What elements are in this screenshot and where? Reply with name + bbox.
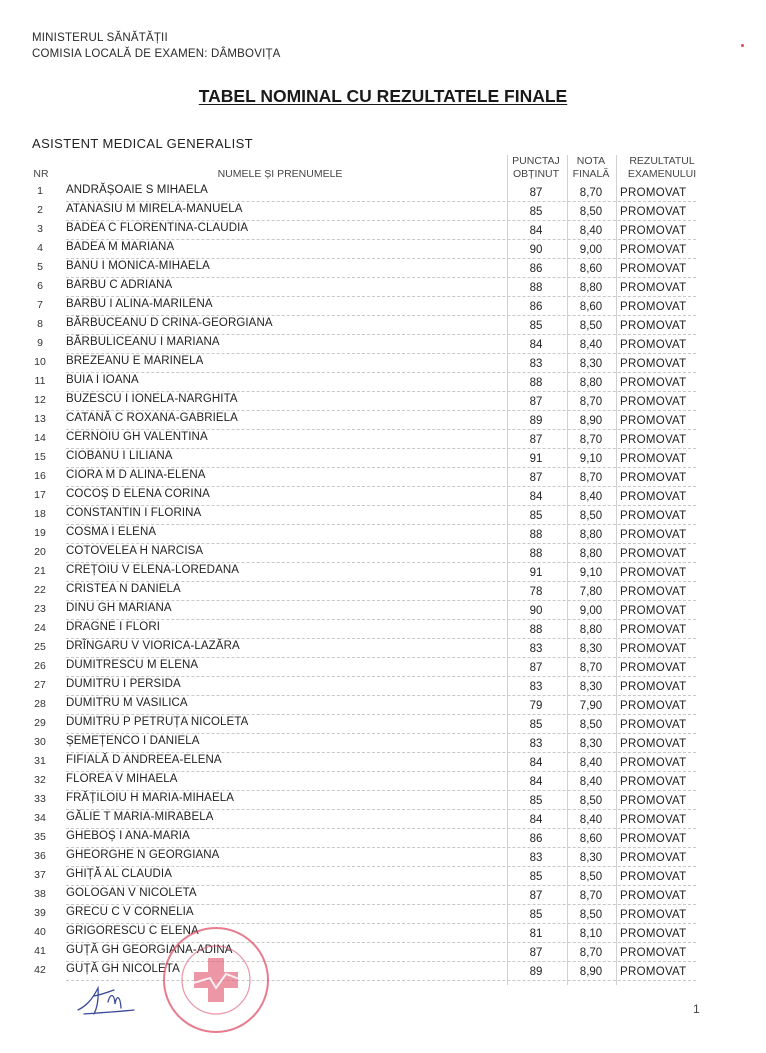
points-value: 91 bbox=[529, 453, 543, 465]
result-value: PROMOVAT bbox=[620, 187, 687, 199]
row-number: 30 bbox=[34, 736, 46, 748]
grade-value: 8,10 bbox=[579, 928, 603, 940]
result-value: PROMOVAT bbox=[620, 757, 687, 769]
grade-value: 8,90 bbox=[579, 415, 603, 427]
row-number: 16 bbox=[34, 470, 46, 482]
candidate-name: DRÎNGARU V VIORICA-LAZĂRA bbox=[66, 640, 240, 652]
header-block bbox=[32, 30, 281, 62]
row-number: 8 bbox=[37, 318, 43, 330]
grade-value: 8,40 bbox=[579, 491, 603, 503]
grade-value: 9,00 bbox=[579, 244, 603, 256]
table-row bbox=[0, 259, 766, 278]
points-value: 83 bbox=[529, 852, 543, 864]
candidate-name: GOLOGAN V NICOLETA bbox=[66, 887, 197, 899]
table-row bbox=[0, 183, 766, 202]
result-value: PROMOVAT bbox=[620, 434, 687, 446]
result-value: PROMOVAT bbox=[620, 453, 687, 465]
result-value: PROMOVAT bbox=[620, 415, 687, 427]
grade-value: 8,80 bbox=[579, 282, 603, 294]
points-value: 87 bbox=[529, 434, 543, 446]
row-number: 10 bbox=[34, 356, 46, 368]
candidate-name: ATANASIU M MIRELA-MANUELA bbox=[66, 203, 243, 215]
points-value: 83 bbox=[529, 643, 543, 655]
table-row bbox=[0, 772, 766, 791]
points-value: 83 bbox=[529, 358, 543, 370]
table-row bbox=[0, 905, 766, 924]
candidate-name: GUȚĂ GH NICOLETA bbox=[66, 963, 180, 975]
table-row bbox=[0, 316, 766, 335]
result-value: PROMOVAT bbox=[620, 491, 687, 503]
grade-value: 9,10 bbox=[579, 567, 603, 579]
col-header-result-line2: EXAMENULUI bbox=[627, 168, 697, 180]
points-value: 90 bbox=[529, 605, 543, 617]
table-row bbox=[0, 354, 766, 373]
grade-value: 8,30 bbox=[579, 738, 603, 750]
row-number: 23 bbox=[34, 603, 46, 615]
row-number: 32 bbox=[34, 774, 46, 786]
grade-value: 8,70 bbox=[579, 187, 603, 199]
result-value: PROMOVAT bbox=[620, 681, 687, 693]
result-value: PROMOVAT bbox=[620, 795, 687, 807]
row-number: 35 bbox=[34, 831, 46, 843]
row-number: 36 bbox=[34, 850, 46, 862]
row-number: 11 bbox=[34, 375, 46, 387]
table-row bbox=[0, 658, 766, 677]
points-value: 85 bbox=[529, 909, 543, 921]
grade-value: 8,80 bbox=[579, 529, 603, 541]
candidate-name: BANU I MONICA-MIHAELA bbox=[66, 260, 210, 272]
row-number: 37 bbox=[34, 869, 46, 881]
grade-value: 8,50 bbox=[579, 320, 603, 332]
col-header-nr: NR bbox=[33, 168, 49, 180]
candidate-name: GHEORGHE N GEORGIANA bbox=[66, 849, 220, 861]
table-row bbox=[0, 392, 766, 411]
candidate-name: DRAGNE I FLORI bbox=[66, 621, 161, 633]
grade-value: 8,70 bbox=[579, 947, 603, 959]
result-value: PROMOVAT bbox=[620, 662, 687, 674]
results-table bbox=[0, 183, 766, 981]
table-row bbox=[0, 886, 766, 905]
row-number: 14 bbox=[34, 432, 46, 444]
table-row bbox=[0, 297, 766, 316]
table-row bbox=[0, 468, 766, 487]
signature-icon bbox=[74, 980, 146, 1020]
candidate-name: COTOVELEA H NARCISA bbox=[66, 545, 204, 557]
row-number: 7 bbox=[37, 299, 43, 311]
result-value: PROMOVAT bbox=[620, 472, 687, 484]
result-value: PROMOVAT bbox=[620, 814, 687, 826]
ink-mark bbox=[741, 44, 744, 47]
candidate-name: BARBU C ADRIANA bbox=[66, 279, 173, 291]
grade-value: 8,70 bbox=[579, 662, 603, 674]
points-value: 87 bbox=[529, 890, 543, 902]
candidate-name: BĂRBULICEANU I MARIANA bbox=[66, 336, 220, 348]
points-value: 88 bbox=[529, 624, 543, 636]
grade-value: 8,40 bbox=[579, 814, 603, 826]
candidate-name: DUMITRESCU M ELENA bbox=[66, 659, 199, 671]
result-value: PROMOVAT bbox=[620, 358, 687, 370]
grade-value: 8,50 bbox=[579, 909, 603, 921]
table-row bbox=[0, 791, 766, 810]
result-value: PROMOVAT bbox=[620, 301, 687, 313]
candidate-name: CRISTEA N DANIELA bbox=[66, 583, 181, 595]
points-value: 90 bbox=[529, 244, 543, 256]
row-number: 1 bbox=[37, 185, 43, 197]
grade-value: 8,30 bbox=[579, 681, 603, 693]
table-row bbox=[0, 848, 766, 867]
points-value: 78 bbox=[529, 586, 543, 598]
candidate-name: ȘEMEȚENCO I DANIELA bbox=[66, 735, 200, 747]
points-value: 88 bbox=[529, 548, 543, 560]
col-header-grade-line1: NOTA bbox=[576, 155, 606, 167]
points-value: 84 bbox=[529, 814, 543, 826]
result-value: PROMOVAT bbox=[620, 624, 687, 636]
result-value: PROMOVAT bbox=[620, 890, 687, 902]
page-number: 1 bbox=[693, 1002, 700, 1016]
points-value: 83 bbox=[529, 738, 543, 750]
result-value: PROMOVAT bbox=[620, 700, 687, 712]
points-value: 86 bbox=[529, 263, 543, 275]
result-value: PROMOVAT bbox=[620, 928, 687, 940]
col-header-points-line1: PUNCTAJ bbox=[512, 155, 560, 167]
points-value: 84 bbox=[529, 757, 543, 769]
points-value: 85 bbox=[529, 871, 543, 883]
table-row bbox=[0, 639, 766, 658]
col-header-grade bbox=[568, 155, 614, 181]
candidate-name: FRĂȚILOIU H MARIA-MIHAELA bbox=[66, 792, 234, 804]
points-value: 91 bbox=[529, 567, 543, 579]
table-row bbox=[0, 278, 766, 297]
table-row bbox=[0, 924, 766, 943]
row-number: 15 bbox=[34, 451, 46, 463]
col-header-result-line1: REZULTATUL bbox=[629, 155, 695, 167]
grade-value: 8,30 bbox=[579, 643, 603, 655]
points-value: 88 bbox=[529, 282, 543, 294]
grade-value: 8,50 bbox=[579, 795, 603, 807]
grade-value: 8,50 bbox=[579, 871, 603, 883]
candidate-name: BĂRBUCEANU D CRINA-GEORGIANA bbox=[66, 317, 273, 329]
points-value: 85 bbox=[529, 320, 543, 332]
table-row bbox=[0, 449, 766, 468]
result-value: PROMOVAT bbox=[620, 586, 687, 598]
points-value: 87 bbox=[529, 187, 543, 199]
table-row bbox=[0, 620, 766, 639]
candidate-name: CATANĂ C ROXANA-GABRIELA bbox=[66, 412, 238, 424]
points-value: 86 bbox=[529, 301, 543, 313]
candidate-name: BUZESCU I IONELA-NARGHITA bbox=[66, 393, 238, 405]
row-number: 18 bbox=[34, 508, 46, 520]
result-value: PROMOVAT bbox=[620, 244, 687, 256]
table-row bbox=[0, 506, 766, 525]
row-number: 38 bbox=[34, 888, 46, 900]
points-value: 88 bbox=[529, 377, 543, 389]
candidate-name: COSMA I ELENA bbox=[66, 526, 157, 538]
grade-value: 8,30 bbox=[579, 852, 603, 864]
grade-value: 8,40 bbox=[579, 339, 603, 351]
result-value: PROMOVAT bbox=[620, 225, 687, 237]
row-number: 13 bbox=[34, 413, 46, 425]
row-number: 31 bbox=[34, 755, 46, 767]
page-title: TABEL NOMINAL CU REZULTATELE FINALE bbox=[198, 86, 568, 106]
row-number: 12 bbox=[34, 394, 46, 406]
table-row bbox=[0, 582, 766, 601]
grade-value: 8,60 bbox=[579, 833, 603, 845]
table-row bbox=[0, 202, 766, 221]
result-value: PROMOVAT bbox=[620, 396, 687, 408]
points-value: 87 bbox=[529, 472, 543, 484]
candidate-name: GUȚĂ GH GEORGIANA-ADINA bbox=[66, 944, 233, 956]
grade-value: 8,50 bbox=[579, 719, 603, 731]
result-value: PROMOVAT bbox=[620, 909, 687, 921]
result-value: PROMOVAT bbox=[620, 833, 687, 845]
grade-value: 8,40 bbox=[579, 225, 603, 237]
result-value: PROMOVAT bbox=[620, 738, 687, 750]
candidate-name: GRECU C V CORNELIA bbox=[66, 906, 194, 918]
result-value: PROMOVAT bbox=[620, 966, 687, 978]
col-header-points-line2: OBȚINUT bbox=[512, 168, 560, 180]
table-row bbox=[0, 810, 766, 829]
row-number: 28 bbox=[34, 698, 46, 710]
grade-value: 8,80 bbox=[579, 624, 603, 636]
candidate-name: GHIȚĂ AL CLAUDIA bbox=[66, 868, 172, 880]
table-row bbox=[0, 240, 766, 259]
row-number: 2 bbox=[37, 204, 43, 216]
ministry-name: MINISTERUL SĂNĂTĂȚII bbox=[32, 32, 168, 44]
row-number: 25 bbox=[34, 641, 46, 653]
row-number: 9 bbox=[37, 337, 43, 349]
table-row bbox=[0, 867, 766, 886]
table-row bbox=[0, 335, 766, 354]
grade-value: 9,00 bbox=[579, 605, 603, 617]
grade-value: 8,80 bbox=[579, 548, 603, 560]
result-value: PROMOVAT bbox=[620, 605, 687, 617]
result-value: PROMOVAT bbox=[620, 529, 687, 541]
table-row bbox=[0, 601, 766, 620]
grade-value: 8,50 bbox=[579, 206, 603, 218]
table-row bbox=[0, 411, 766, 430]
candidate-name: DUMITRU I PERSIDA bbox=[66, 678, 181, 690]
points-value: 88 bbox=[529, 529, 543, 541]
row-number: 34 bbox=[34, 812, 46, 824]
grade-value: 8,40 bbox=[579, 757, 603, 769]
table-row bbox=[0, 696, 766, 715]
candidate-name: BADEA C FLORENTINA-CLAUDIA bbox=[66, 222, 249, 234]
row-number: 6 bbox=[37, 280, 43, 292]
candidate-name: BREZEANU E MARINELA bbox=[66, 355, 204, 367]
result-value: PROMOVAT bbox=[620, 339, 687, 351]
grade-value: 8,70 bbox=[579, 396, 603, 408]
candidate-name: CONSTANTIN I FLORINA bbox=[66, 507, 202, 519]
candidate-name: BARBU I ALINA-MARILENA bbox=[66, 298, 213, 310]
candidate-name: DINU GH MARIANA bbox=[66, 602, 172, 614]
candidate-name: DUMITRU P PETRUȚA NICOLETA bbox=[66, 716, 249, 728]
table-row bbox=[0, 221, 766, 240]
result-value: PROMOVAT bbox=[620, 643, 687, 655]
points-value: 79 bbox=[529, 700, 543, 712]
candidate-name: BADEA M MARIANA bbox=[66, 241, 175, 253]
table-row bbox=[0, 677, 766, 696]
table-row bbox=[0, 753, 766, 772]
result-value: PROMOVAT bbox=[620, 320, 687, 332]
result-value: PROMOVAT bbox=[620, 871, 687, 883]
row-number: 29 bbox=[34, 717, 46, 729]
table-row bbox=[0, 525, 766, 544]
table-row bbox=[0, 373, 766, 392]
row-number: 22 bbox=[34, 584, 46, 596]
row-number: 39 bbox=[34, 907, 46, 919]
points-value: 84 bbox=[529, 225, 543, 237]
result-value: PROMOVAT bbox=[620, 263, 687, 275]
row-number: 40 bbox=[34, 926, 46, 938]
points-value: 89 bbox=[529, 966, 543, 978]
result-value: PROMOVAT bbox=[620, 206, 687, 218]
points-value: 84 bbox=[529, 339, 543, 351]
official-stamp-icon bbox=[160, 924, 272, 1036]
grade-value: 8,60 bbox=[579, 263, 603, 275]
table-row bbox=[0, 734, 766, 753]
table-row bbox=[0, 563, 766, 582]
row-number: 27 bbox=[34, 679, 46, 691]
result-value: PROMOVAT bbox=[620, 510, 687, 522]
points-value: 87 bbox=[529, 662, 543, 674]
row-number: 19 bbox=[34, 527, 46, 539]
table-row bbox=[0, 544, 766, 563]
grade-value: 8,70 bbox=[579, 434, 603, 446]
row-number: 24 bbox=[34, 622, 46, 634]
table-row bbox=[0, 943, 766, 962]
section-title: ASISTENT MEDICAL GENERALIST bbox=[32, 136, 254, 151]
table-row bbox=[0, 829, 766, 848]
grade-value: 8,30 bbox=[579, 358, 603, 370]
candidate-name: COCOȘ D ELENA CORINA bbox=[66, 488, 210, 500]
points-value: 89 bbox=[529, 415, 543, 427]
points-value: 87 bbox=[529, 396, 543, 408]
points-value: 86 bbox=[529, 833, 543, 845]
candidate-name: CERNOIU GH VALENTINA bbox=[66, 431, 208, 443]
row-number: 26 bbox=[34, 660, 46, 672]
row-number: 20 bbox=[34, 546, 46, 558]
col-header-points bbox=[506, 155, 566, 181]
row-number: 41 bbox=[34, 945, 46, 957]
grade-value: 8,70 bbox=[579, 472, 603, 484]
points-value: 84 bbox=[529, 491, 543, 503]
table-row bbox=[0, 962, 766, 981]
grade-value: 8,40 bbox=[579, 776, 603, 788]
points-value: 85 bbox=[529, 719, 543, 731]
points-value: 83 bbox=[529, 681, 543, 693]
result-value: PROMOVAT bbox=[620, 719, 687, 731]
candidate-name: CIORA M D ALINA-ELENA bbox=[66, 469, 206, 481]
row-number: 21 bbox=[34, 565, 46, 577]
result-value: PROMOVAT bbox=[620, 377, 687, 389]
grade-value: 9,10 bbox=[579, 453, 603, 465]
candidate-name: GĂLIE T MARIA-MIRABELA bbox=[66, 811, 214, 823]
candidate-name: GRIGORESCU C ELENA bbox=[66, 925, 199, 937]
result-value: PROMOVAT bbox=[620, 282, 687, 294]
candidate-name: FLOREA V MIHAELA bbox=[66, 773, 178, 785]
row-number: 5 bbox=[37, 261, 43, 273]
grade-value: 8,80 bbox=[579, 377, 603, 389]
table-row bbox=[0, 715, 766, 734]
points-value: 81 bbox=[529, 928, 543, 940]
candidate-name: DUMITRU M VASILICA bbox=[66, 697, 188, 709]
table-row bbox=[0, 487, 766, 506]
grade-value: 8,90 bbox=[579, 966, 603, 978]
grade-value: 8,70 bbox=[579, 890, 603, 902]
row-number: 17 bbox=[34, 489, 46, 501]
candidate-name: CIOBANU I LILIANA bbox=[66, 450, 173, 462]
table-row bbox=[0, 430, 766, 449]
col-header-grade-line2: FINALĂ bbox=[572, 168, 610, 180]
result-value: PROMOVAT bbox=[620, 776, 687, 788]
candidate-name: GHEBOȘ I ANA-MARIA bbox=[66, 830, 190, 842]
points-value: 85 bbox=[529, 206, 543, 218]
col-header-name: NUMELE ȘI PRENUMELE bbox=[217, 168, 343, 180]
candidate-name: FIFIALĂ D ANDREEA-ELENA bbox=[66, 754, 222, 766]
row-number: 33 bbox=[34, 793, 46, 805]
points-value: 85 bbox=[529, 510, 543, 522]
points-value: 85 bbox=[529, 795, 543, 807]
candidate-name: ANDRĂȘOAIE S MIHAELA bbox=[66, 184, 208, 196]
grade-value: 8,50 bbox=[579, 510, 603, 522]
row-number: 3 bbox=[37, 223, 43, 235]
candidate-name: CREȚOIU V ELENA-LOREDANA bbox=[66, 564, 240, 576]
result-value: PROMOVAT bbox=[620, 947, 687, 959]
commission-name: COMISIA LOCALĂ DE EXAMEN: DÂMBOVIȚA bbox=[32, 48, 281, 60]
row-number: 42 bbox=[34, 964, 46, 976]
col-header-result bbox=[622, 155, 702, 181]
result-value: PROMOVAT bbox=[620, 852, 687, 864]
grade-value: 7,80 bbox=[579, 586, 603, 598]
points-value: 84 bbox=[529, 776, 543, 788]
points-value: 87 bbox=[529, 947, 543, 959]
result-value: PROMOVAT bbox=[620, 548, 687, 560]
row-number: 4 bbox=[37, 242, 43, 254]
candidate-name: BUIA I IOANA bbox=[66, 374, 139, 386]
result-value: PROMOVAT bbox=[620, 567, 687, 579]
grade-value: 8,60 bbox=[579, 301, 603, 313]
grade-value: 7,90 bbox=[579, 700, 603, 712]
